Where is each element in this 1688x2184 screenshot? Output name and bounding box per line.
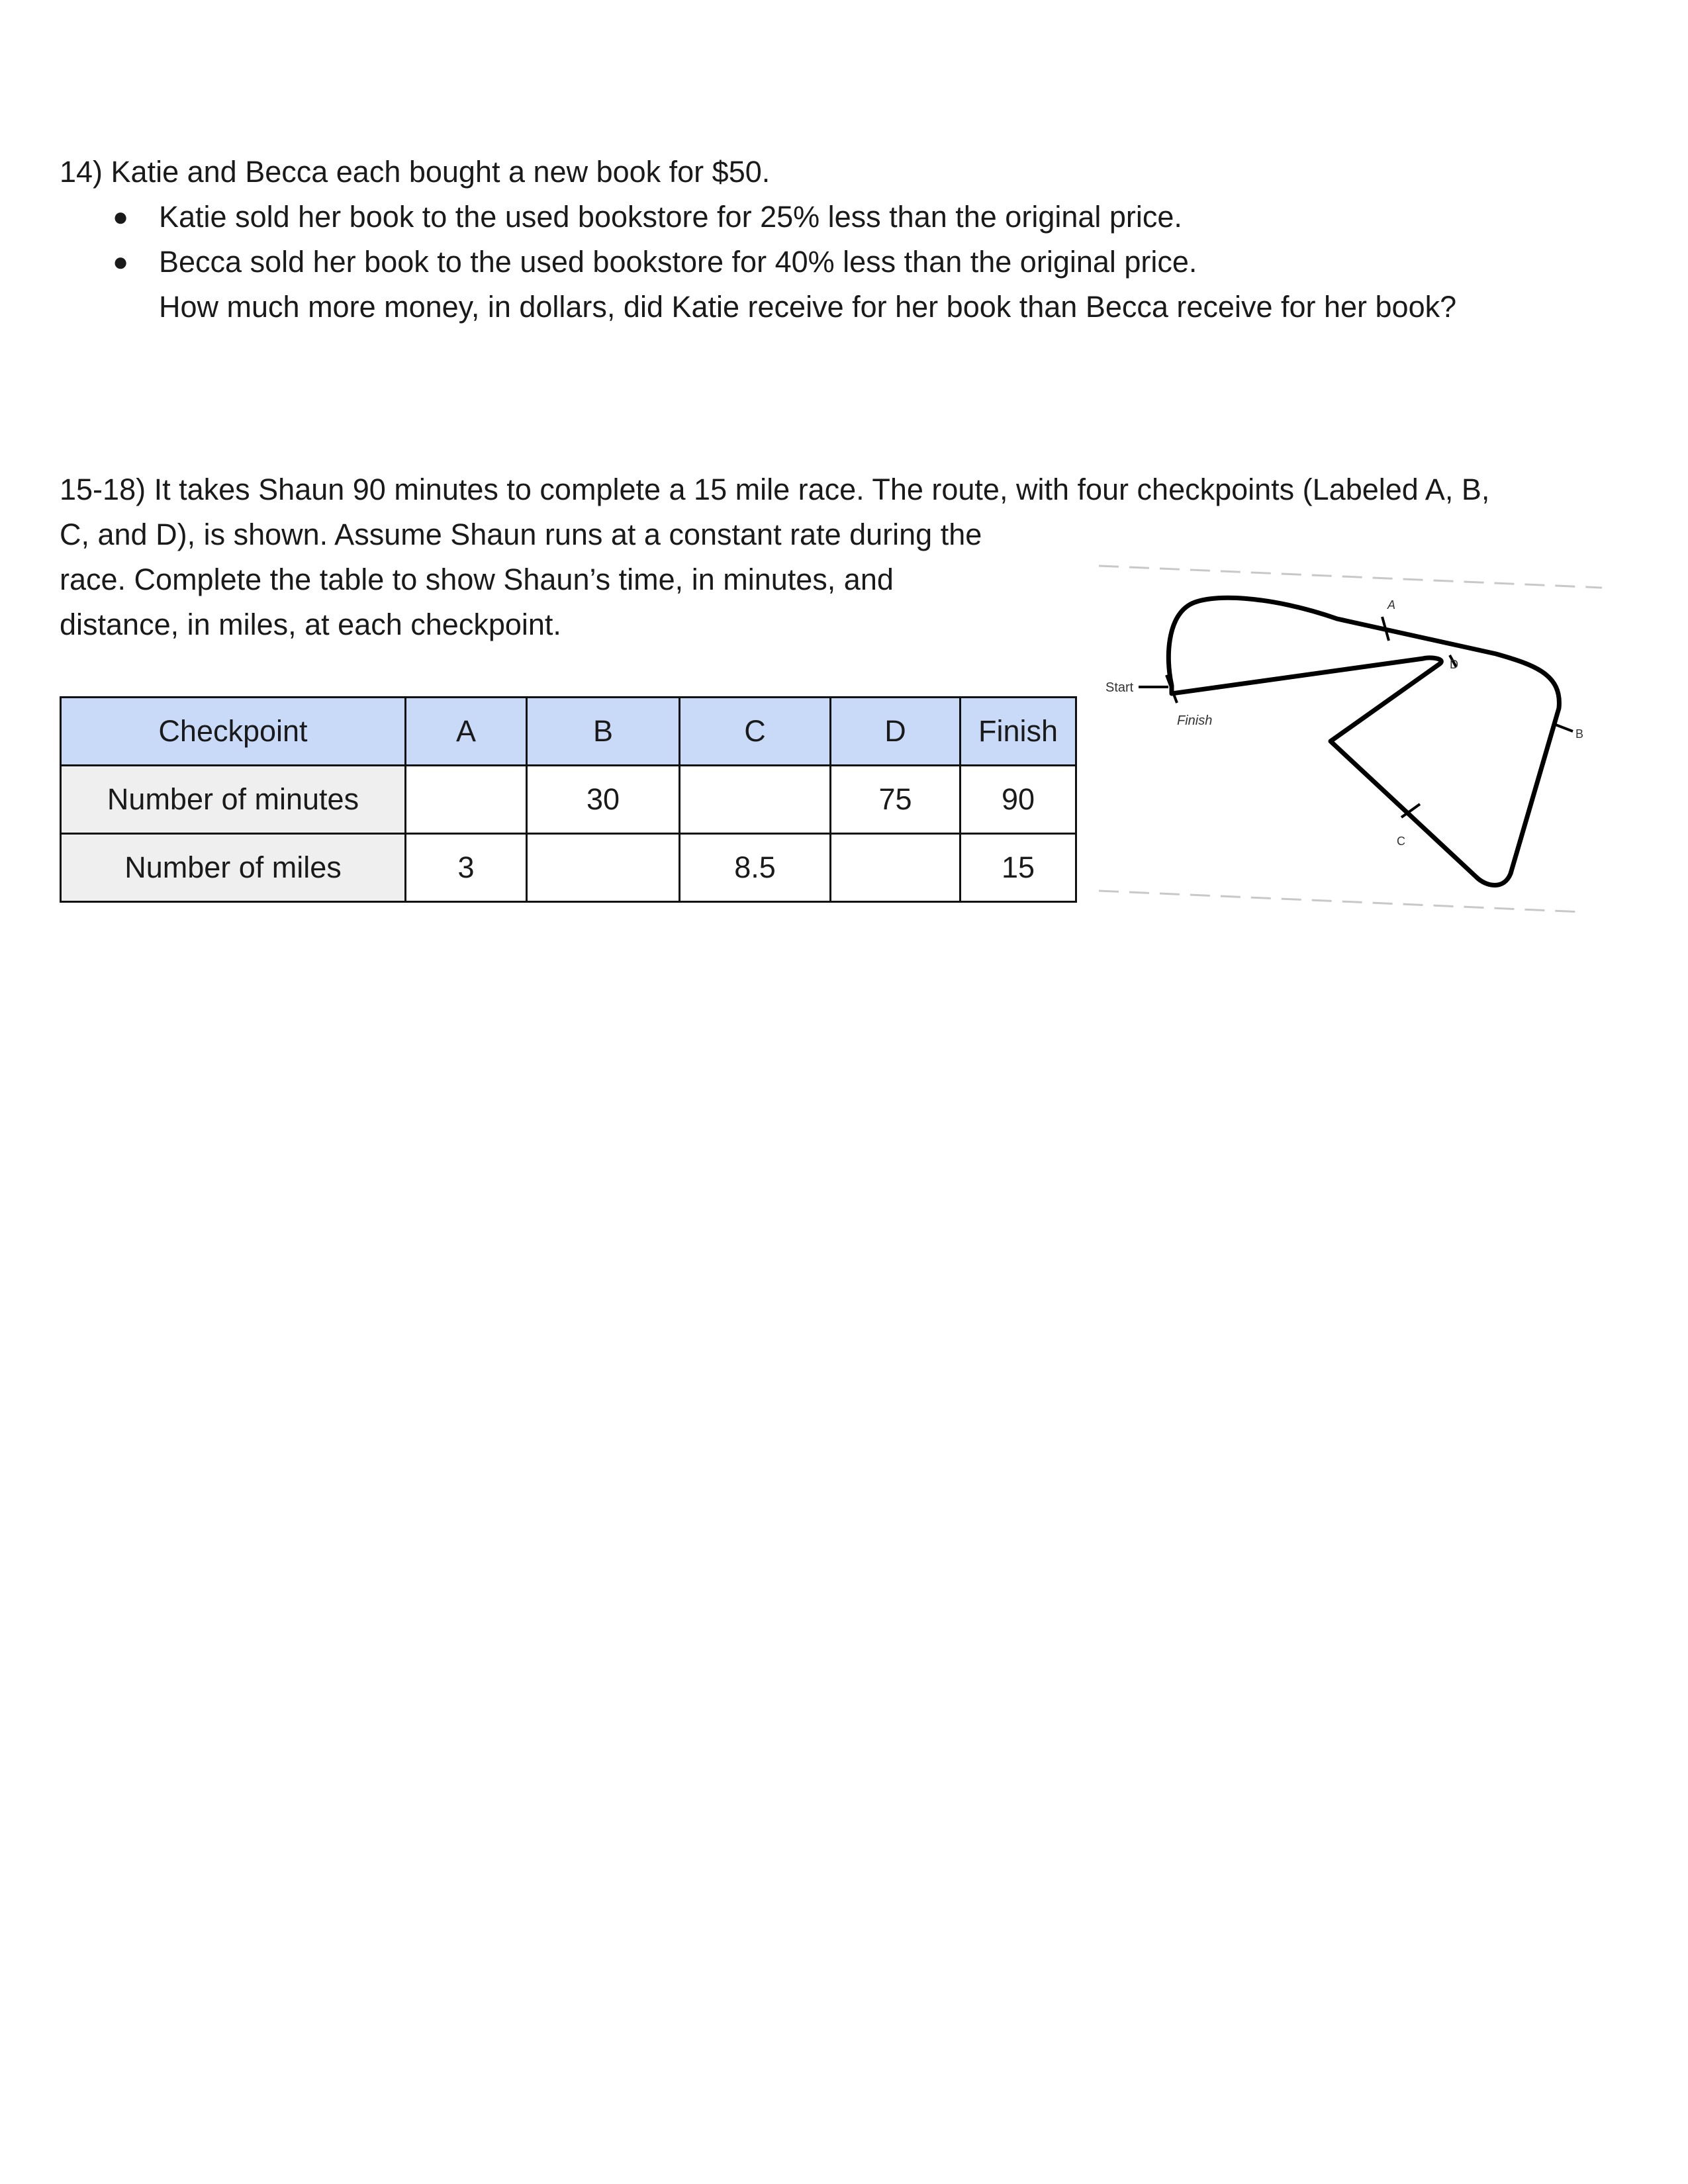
question-14-prompt: How much more money, in dollars, did Katie receive for her book than Becca receive for her book?: [159, 290, 1457, 324]
question-14-title: 14) Katie and Becca each bought a new book for $50.: [60, 155, 771, 189]
table-cell: 8.5: [680, 834, 831, 902]
checkpoint-b-label: B: [1575, 727, 1584, 741]
question-15-text-line: 15-18) It takes Shaun 90 minutes to complete a 15 mile race. The route, with four checkpoints (Labeled A, B,: [60, 473, 1490, 506]
race-route-map: [1099, 556, 1609, 927]
table-header-row: [61, 698, 1076, 766]
table-row: [61, 834, 1076, 902]
question-15-text-line: race. Complete the table to show Shaun’s time, in minutes, and: [60, 563, 894, 596]
table-header-cell: C: [680, 698, 831, 766]
scan-edge-line: [1099, 566, 1602, 588]
question-15-text-line: distance, in miles, at each checkpoint.: [60, 608, 561, 641]
question-14-bullet-becca: Becca sold her book to the used bookstore for 40% less than the original price.: [159, 245, 1197, 279]
question-15-text-line: C, and D), is shown. Assume Shaun runs at a constant rate during the: [60, 518, 982, 551]
table-cell: 90: [961, 766, 1076, 834]
table-header-cell: B: [527, 698, 680, 766]
table-row-header: Number of minutes: [61, 766, 406, 834]
table-cell: [680, 766, 831, 834]
table-cell: [527, 834, 680, 902]
table-cell: 30: [527, 766, 680, 834]
table-header-cell: Checkpoint: [61, 698, 406, 766]
table-header-cell: Finish: [961, 698, 1076, 766]
scan-edge-line: [1099, 891, 1582, 912]
start-label: Start: [1105, 680, 1134, 695]
table-row-header: Number of miles: [61, 834, 406, 902]
bullet-icon: ●: [113, 248, 129, 277]
checkpoint-a-label: A: [1387, 598, 1396, 612]
table-cell: 75: [831, 766, 961, 834]
checkpoint-table: [60, 696, 1077, 903]
bullet-icon: ●: [113, 203, 129, 232]
checkpoint-c-label: C: [1397, 835, 1405, 848]
table-cell: [406, 766, 527, 834]
table-header-cell: A: [406, 698, 527, 766]
table-cell: 15: [961, 834, 1076, 902]
table-cell: 3: [406, 834, 527, 902]
question-14-bullet-katie: Katie sold her book to the used bookstore for 25% less than the original price.: [159, 200, 1182, 234]
checkpoint-b-tick: [1556, 725, 1573, 731]
table-row: [61, 766, 1076, 834]
checkpoint-d-label: D: [1450, 658, 1458, 671]
race-route-path: [1168, 598, 1559, 885]
table-header-cell: D: [831, 698, 961, 766]
finish-label: Finish: [1177, 713, 1213, 728]
table-cell: [831, 834, 961, 902]
